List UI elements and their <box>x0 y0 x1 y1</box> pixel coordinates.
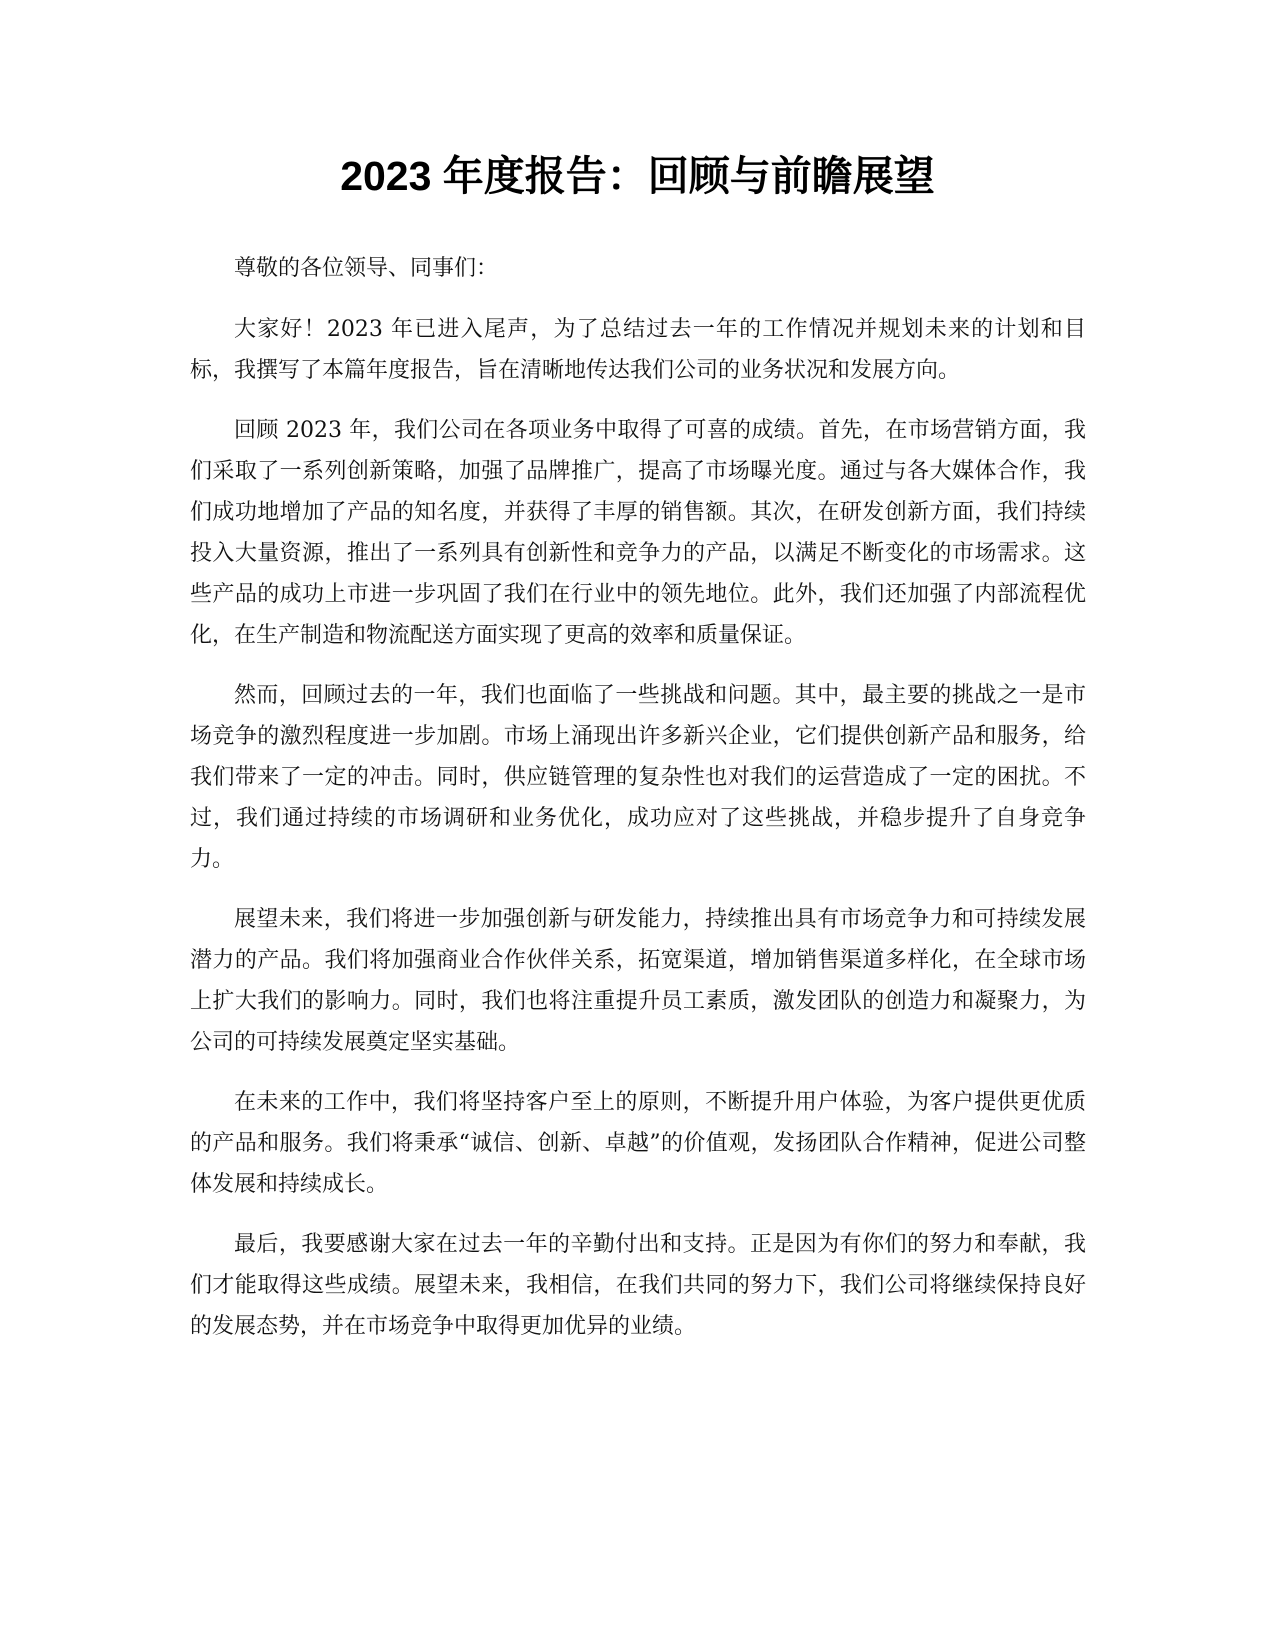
paragraph-closing: 最后，我要感谢大家在过去一年的辛勤付出和支持。正是因为有你们的努力和奉献，我们才能取得这些成绩。展望未来，我相信，在我们共同的努力下，我们公司将继续保持良好的发展态势，并在市场竞争中取得更加优异的业绩。 <box>190 1232 1086 1339</box>
paragraph-future-work: 在未来的工作中，我们将坚持客户至上的原则，不断提升用户体验，为客户提供更优质的产品和服务。我们将秉承“诚信、创新、卓越”的价值观，发扬团队合作精神，促进公司整体发展和持续成长。 <box>190 1090 1086 1197</box>
document-title: 2023 年度报告：回顾与前瞻展望 <box>340 153 935 199</box>
document-body <box>190 248 1086 1366</box>
paragraph-review: 回顾 2023 年，我们公司在各项业务中取得了可喜的成绩。首先，在市场营销方面，我们采取了一系列创新策略，加强了品牌推广，提高了市场曝光度。通过与各大媒体合作，我们成功地增加了产品的知名度，并获得了丰厚的销售额。其次，在研发创新方面，我们持续投入大量资源，推出了一系列具有创新性和竞争力的产品，以满足不断变化的市场需求。这些产品的成功上市进一步巩固了我们在行业中的领先地位。此外，我们还加强了内部流程优化，在生产制造和物流配送方面实现了更高的效率和质量保证。 <box>190 418 1086 648</box>
paragraph-outlook: 展望未来，我们将进一步加强创新与研发能力，持续推出具有市场竞争力和可持续发展潜力的产品。我们将加强商业合作伙伴关系，拓宽渠道，增加销售渠道多样化，在全球市场上扩大我们的影响力。同时，我们也将注重提升员工素质，激发团队的创造力和凝聚力，为公司的可持续发展奠定坚实基础。 <box>190 907 1086 1055</box>
paragraph-challenges: 然而，回顾过去的一年，我们也面临了一些挑战和问题。其中，最主要的挑战之一是市场竞争的激烈程度进一步加剧。市场上涌现出许多新兴企业，它们提供创新产品和服务，给我们带来了一定的冲击。同时，供应链管理的复杂性也对我们的运营造成了一定的困扰。不过，我们通过持续的市场调研和业务优化，成功应对了这些挑战，并稳步提升了自身竞争力。 <box>190 683 1086 872</box>
salutation: 尊敬的各位领导、同事们： <box>234 256 499 281</box>
paragraph-intro: 大家好！2023 年已进入尾声，为了总结过去一年的工作情况并规划未来的计划和目标，我撰写了本篇年度报告，旨在清晰地传达我们公司的业务状况和发展方向。 <box>190 317 1086 383</box>
